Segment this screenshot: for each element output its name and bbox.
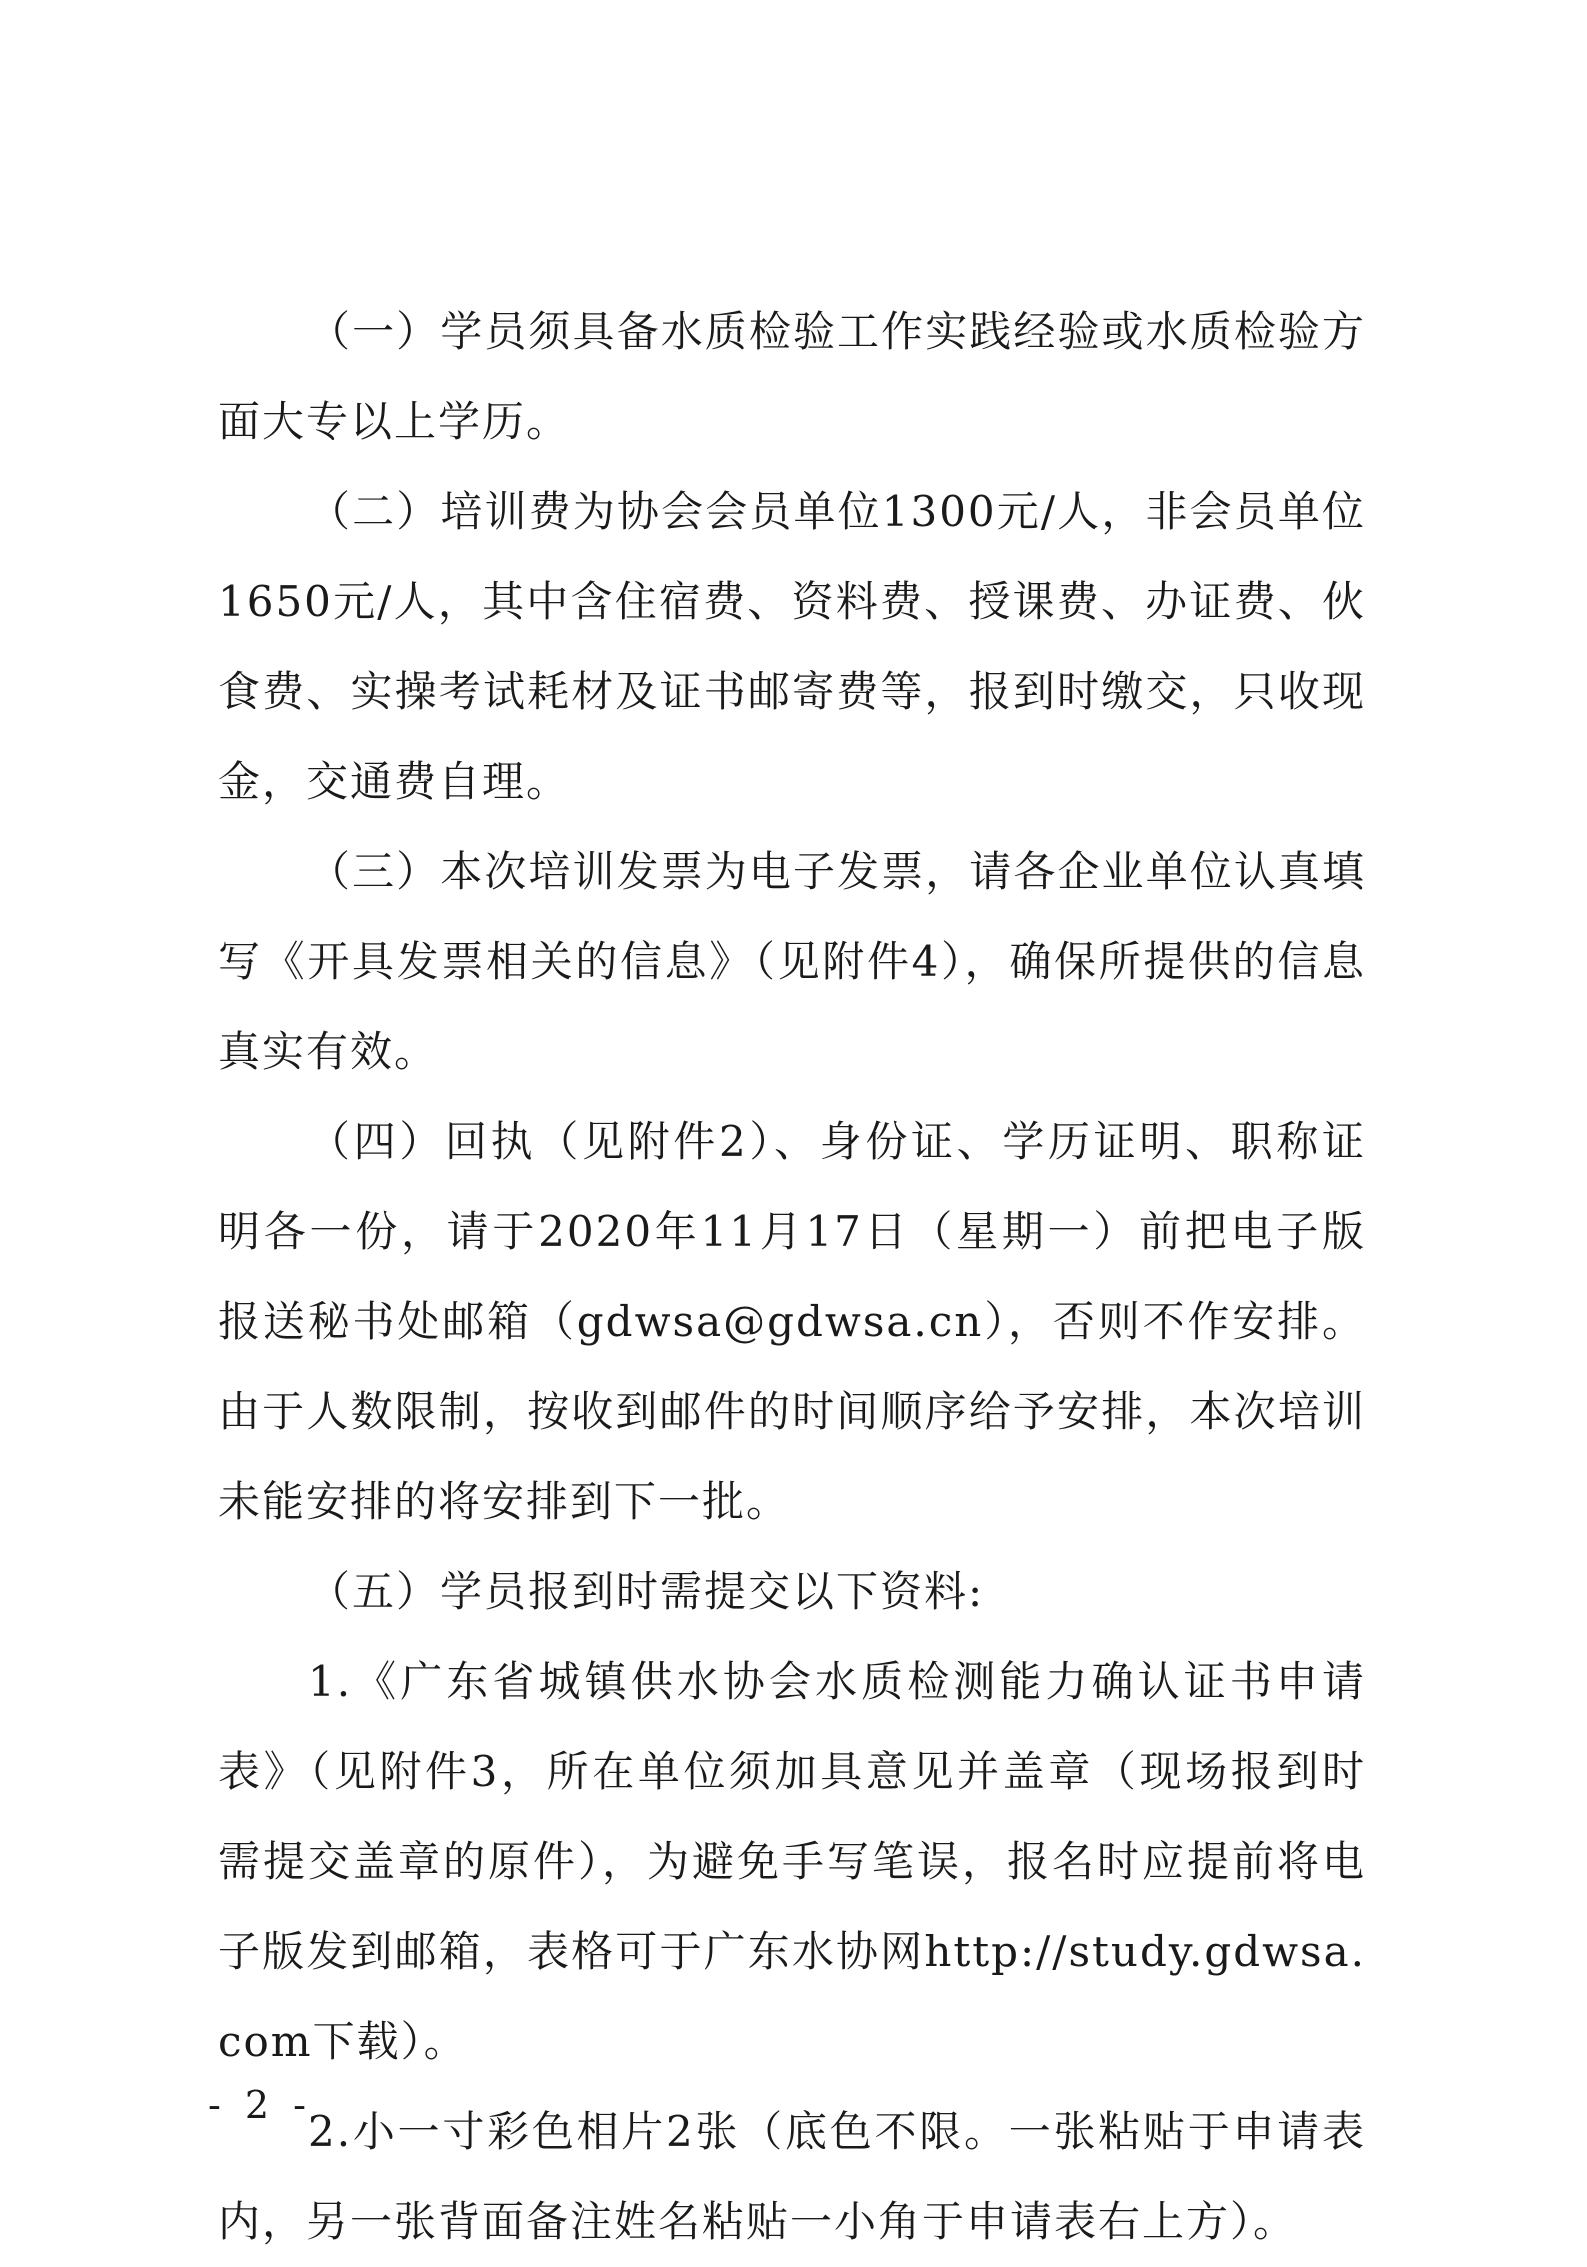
paragraph-requirements: （一）学员须具备水质检验工作实践经验或水质检验方面大专以上学历。: [218, 307, 1366, 446]
paragraph-materials-item-2: 2.小一寸彩色相片2张（底色不限。一张粘贴于申请表内，另一张背面备注姓名粘贴一小角于申请表右上方）。: [218, 2107, 1366, 2246]
document-body: [218, 287, 1366, 2267]
paragraph-fees: （二）培训费为协会会员单位1300元/人，非会员单位1650元/人，其中含住宿费、资料费、授课费、办证费、伙食费、实操考试耗材及证书邮寄费等，报到时缴交，只收现金，交通费自理。: [218, 487, 1366, 806]
paragraph-registration: （四）回执（见附件2）、身份证、学历证明、职称证明各一份，请于2020年11月17日（星期一）前把电子版报送秘书处邮箱（gdwsa@gdwsa.cn），否则不作安排。由于人数限制，按收到邮件的时间顺序给予安排，本次培训未能安排的将安排到下一批。: [218, 1117, 1366, 1526]
paragraph-invoice: （三）本次培训发票为电子发票，请各企业单位认真填写《开具发票相关的信息》（见附件4），确保所提供的信息真实有效。: [218, 847, 1366, 1076]
paragraph-materials-item-1: 1.《广东省城镇供水协会水质检测能力确认证书申请表》（见附件3，所在单位须加具意见并盖章（现场报到时需提交盖章的原件），为避免手写笔误，报名时应提前将电子版发到邮箱，表格可于广东水协网http://study.gdwsa.com下载）。: [218, 1657, 1366, 2066]
paragraph-materials-heading: （五）学员报到时需提交以下资料:: [308, 1567, 985, 1616]
page-number: - 2 -: [208, 2083, 313, 2127]
